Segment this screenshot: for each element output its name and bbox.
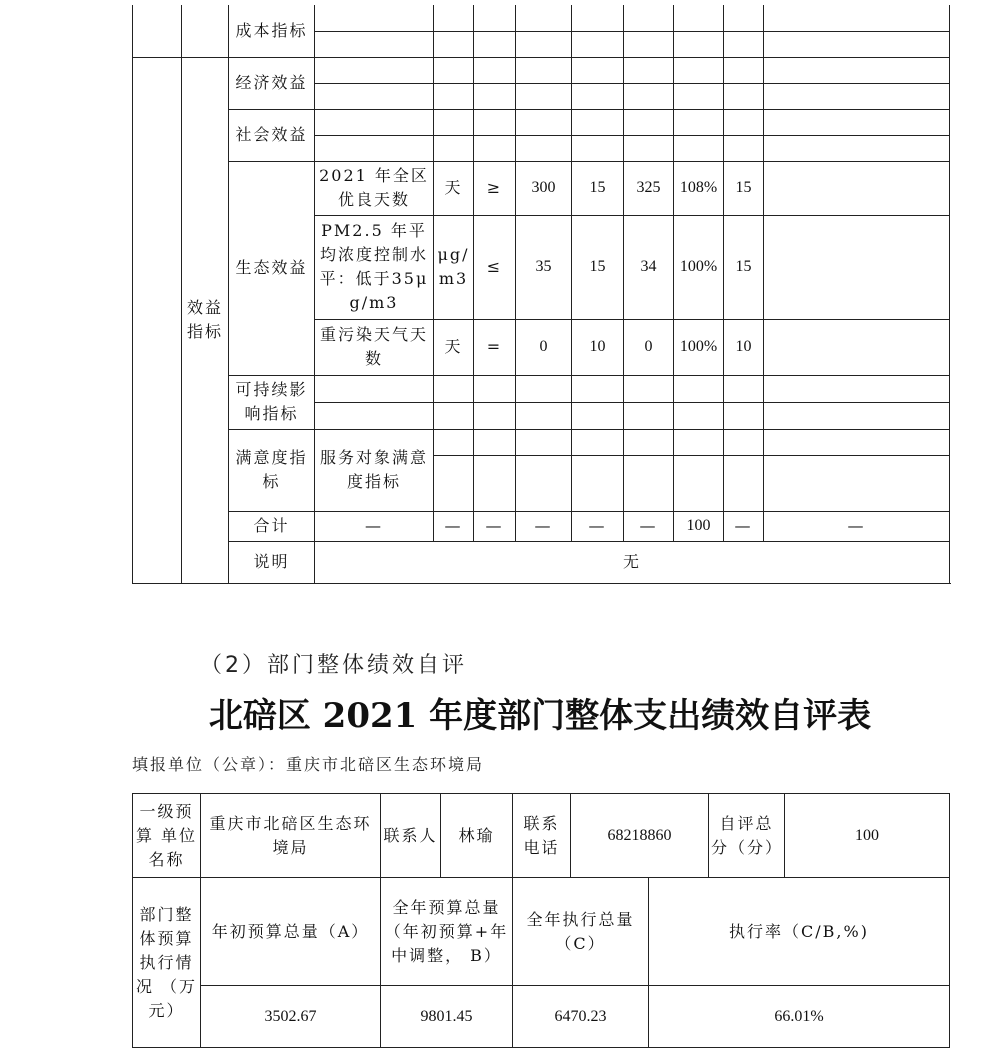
col-rate-header: 执行率（C/B,%) bbox=[649, 878, 950, 986]
indicator-rate: 108% bbox=[674, 161, 724, 215]
dash: — bbox=[315, 511, 434, 541]
val-c: 6470.23 bbox=[513, 986, 649, 1048]
total-weight: 100 bbox=[674, 511, 724, 541]
dash: — bbox=[624, 511, 674, 541]
section-heading: （2）部门整体绩效自评 bbox=[200, 653, 467, 678]
indicator-actual: 0 bbox=[624, 319, 674, 375]
indicator-rate: 100% bbox=[674, 319, 724, 375]
note-label: 说明 bbox=[229, 541, 315, 583]
indicator-target: 300 bbox=[516, 161, 572, 215]
satisfaction-indicator-label: 满意度指标 bbox=[229, 429, 315, 511]
indicator-target: 35 bbox=[516, 215, 572, 319]
sustainable-impact-label: 可持续影响指标 bbox=[229, 375, 315, 429]
val-b: 9801.45 bbox=[381, 986, 513, 1048]
col-a-header: 年初预算总量（A） bbox=[201, 878, 381, 986]
indicator-actual: 325 bbox=[624, 161, 674, 215]
indicator-name: 重污染天气天数 bbox=[315, 319, 434, 375]
service-satisfaction-label: 服务对象满意度指标 bbox=[315, 429, 434, 511]
indicator-actual: 34 bbox=[624, 215, 674, 319]
contact-label: 联系人 bbox=[381, 794, 441, 878]
indicator-score: 15 bbox=[724, 215, 764, 319]
indicator-weight: 10 bbox=[572, 319, 624, 375]
col-b-header: 全年预算总量 （年初预算+年中调整， B） bbox=[381, 878, 513, 986]
department-budget-table bbox=[132, 793, 950, 1048]
benefit-indicator-label: 效益指标 bbox=[182, 57, 229, 583]
unit-value: 重庆市北碚区生态环境局 bbox=[201, 794, 381, 878]
table-row bbox=[133, 794, 950, 878]
indicator-score: 15 bbox=[724, 161, 764, 215]
dash: — bbox=[572, 511, 624, 541]
blank-cell bbox=[133, 5, 182, 57]
indicator-operator: ≤ bbox=[474, 215, 516, 319]
contact-value: 林瑜 bbox=[441, 794, 513, 878]
score-value: 100 bbox=[785, 794, 950, 878]
note-row bbox=[133, 541, 950, 583]
score-label: 自评总分（分） bbox=[709, 794, 785, 878]
page-title: 北碚区 2021 年度部门整体支出绩效自评表 bbox=[208, 696, 872, 736]
indicator-name: 2021 年全区优良天数 bbox=[315, 161, 434, 215]
note-value: 无 bbox=[315, 541, 950, 583]
cost-indicator-label: 成本指标 bbox=[229, 5, 315, 57]
total-label: 合计 bbox=[229, 511, 315, 541]
total-row bbox=[133, 511, 950, 541]
val-rate: 66.01% bbox=[649, 986, 950, 1048]
table-row bbox=[133, 878, 950, 986]
table-row bbox=[133, 161, 950, 215]
indicator-name: PM2.5 年平均浓度控制水平：低于35μg/m3 bbox=[315, 215, 434, 319]
indicator-weight: 15 bbox=[572, 215, 624, 319]
exec-label: 部门整体预算执行情况 （万元） bbox=[133, 878, 201, 1048]
indicator-unit: 天 bbox=[434, 161, 474, 215]
unit-label: 一级预算 单位名称 bbox=[133, 794, 201, 878]
social-benefit-label: 社会效益 bbox=[229, 109, 315, 161]
economic-benefit-label: 经济效益 bbox=[229, 57, 315, 109]
blank-cell bbox=[182, 5, 229, 57]
dash: — bbox=[474, 511, 516, 541]
indicator-score: 10 bbox=[724, 319, 764, 375]
phone-label: 联系电话 bbox=[513, 794, 571, 878]
table-row bbox=[133, 986, 950, 1048]
filling-unit: 填报单位（公章）：重庆市北碚区生态环境局 bbox=[132, 755, 485, 774]
col-c-header: 全年执行总量 （C） bbox=[513, 878, 649, 986]
phone-value: 68218860 bbox=[571, 794, 709, 878]
indicator-operator: ≥ bbox=[474, 161, 516, 215]
indicator-unit: μg/ m3 bbox=[434, 215, 474, 319]
dash: — bbox=[724, 511, 764, 541]
indicator-unit: 天 bbox=[434, 319, 474, 375]
blank-cell bbox=[133, 57, 182, 583]
val-a: 3502.67 bbox=[201, 986, 381, 1048]
performance-indicator-table bbox=[132, 5, 950, 584]
indicator-rate: 100% bbox=[674, 215, 724, 319]
dash: — bbox=[764, 511, 950, 541]
indicator-weight: 15 bbox=[572, 161, 624, 215]
indicator-target: 0 bbox=[516, 319, 572, 375]
dash: — bbox=[434, 511, 474, 541]
dash: — bbox=[516, 511, 572, 541]
ecological-benefit-label: 生态效益 bbox=[229, 161, 315, 375]
indicator-operator: = bbox=[474, 319, 516, 375]
